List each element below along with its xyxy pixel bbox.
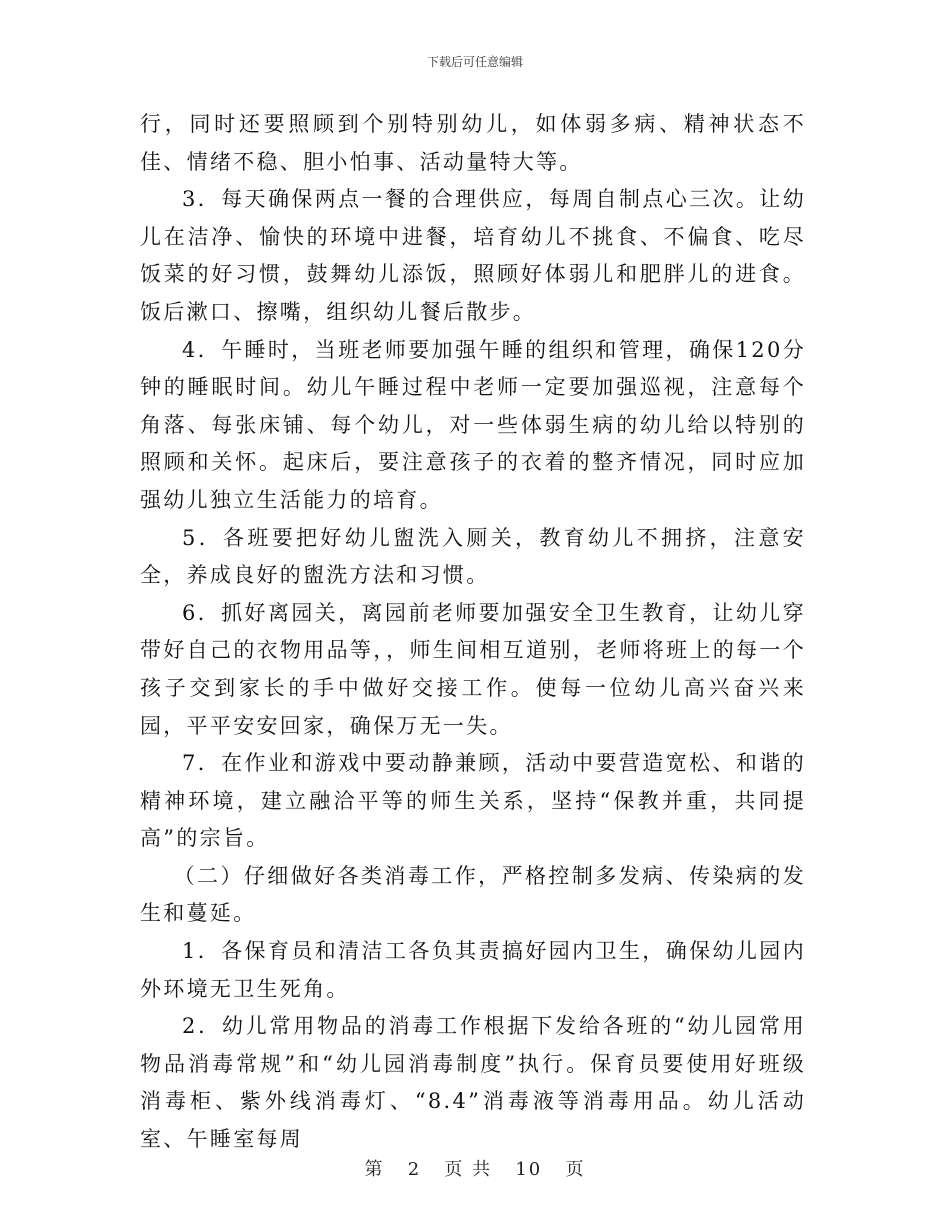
total-pages-number: 10 xyxy=(515,1159,543,1180)
current-page-number: 2 xyxy=(407,1159,422,1180)
document-body xyxy=(140,106,806,1159)
paragraph-item-4: 4．午睡时，当班老师要加强午睡的组织和管理，确保120分钟的睡眠时间。幼儿午睡过程中老师一定要加强巡视，注意每个角落、每张床铺、每个幼儿，对一些体弱生病的幼儿给以特别的照顾和关怀。起床后，要注意孩子的衣着的整齐情况，同时应加强幼儿独立生活能力的培育。 xyxy=(140,337,806,512)
header-text: 下载后可任意编辑 xyxy=(426,55,523,69)
footer-suffix: 页 xyxy=(565,1159,586,1180)
paragraph-item-3: 3．每天确保两点一餐的合理供应，每周自制点心三次。让幼儿在洁净、愉快的环境中进餐，培育幼儿不挑食、不偏食、吃尽饭菜的好习惯，鼓舞幼儿添饭，照顾好体弱儿和肥胖儿的进食。饭后漱口、擦嘴，组织幼儿餐后散步。 xyxy=(140,187,806,324)
paragraph-item-6: 6．抓好离园关，离园前老师要加强安全卫生教育，让幼儿穿带好自己的衣物用品等，，师生间相互道别，老师将班上的每一个孩子交到家长的手中做好交接工作。使每一位幼儿高兴奋兴来园，平平安安回家，确保万无一失。 xyxy=(140,600,806,738)
paragraph-subitem-1: 1．各保育员和清洁工各负其责搞好园内卫生，确保幼儿园内外环境无卫生死角。 xyxy=(140,939,806,1001)
page-footer xyxy=(0,1155,950,1181)
paragraph-item-7: 7．在作业和游戏中要动静兼顾，活动中要营造宽松、和谐的精神环境，建立融洽平等的师生关系，坚持“保教并重，共同提高”的宗旨。 xyxy=(140,751,806,851)
footer-middle: 页 共 xyxy=(444,1159,493,1180)
paragraph-continuation: 行，同时还要照顾到个别特别幼儿，如体弱多病、精神状态不佳、情绪不稳、胆小怕事、活动量特大等。 xyxy=(140,112,806,174)
paragraph-item-5: 5．各班要把好幼儿盥洗入厕关，教育幼儿不拥挤，注意安全，养成良好的盥洗方法和习惯。 xyxy=(140,525,806,588)
footer-prefix: 第 xyxy=(364,1159,385,1180)
section-heading-2: （二）仔细做好各类消毒工作，严格控制多发病、传染病的发生和蔓延。 xyxy=(140,863,806,926)
paragraph-subitem-2: 2．幼儿常用物品的消毒工作根据下发给各班的“幼儿园常用物品消毒常规”和“幼儿园消毒制度”执行。保育员要使用好班级消毒柜、紫外线消毒灯、“8.4”消毒液等消毒用品。幼儿活动室、午睡室每周 xyxy=(140,1014,806,1152)
page-header xyxy=(0,53,950,70)
